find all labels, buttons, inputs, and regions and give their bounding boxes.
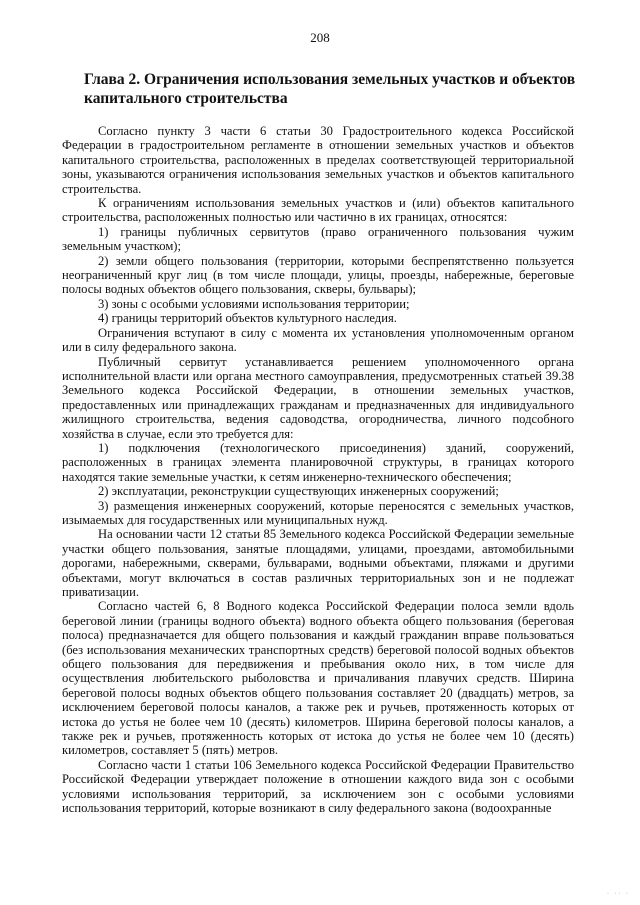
paragraph: К ограничениям использования земельных участков и (или) объектов капитального строительства, расположенных полностью или частично в их границах, относятся: — [62, 196, 574, 225]
paragraph: Согласно частей 6, 8 Водного кодекса Российской Федерации полоса земли вдоль береговой линии (границы водного объекта) водного объекта общего пользования (береговая полоса) предназначается для общего пользования и каждый гражданин вправе пользоваться (без использования механических транспортных средств) береговой полосой водных объектов общего пользования для передвижения и пребывания около них, в том числе для осуществления любительского рыболовства и причаливания плавучих средств. Ширина береговой полосы водных объектов общего пользования составляет 20 (двадцать) метров, за исключением береговой полосы каналов, а также рек и ручьев, протяженность которых от истока до устья не более чем 10 (десять) километров. Ширина береговой полосы каналов, а также рек и ручьев, протяженность которых от истока до устья не более чем 10 (десять) километров, составляет 5 (пять) метров. — [62, 599, 574, 758]
paragraph: На основании части 12 статьи 85 Земельного кодекса Российской Федерации земельные участки общего пользования, занятые площадями, улицами, проездами, автомобильными дорогами, набережными, скверами, бульварами, водными объектами, пляжами и другими объектами, могут включаться в состав различных территориальных зон и не подлежат приватизации. — [62, 527, 574, 599]
page-number: 208 — [310, 30, 330, 45]
paragraph: Ограничения вступают в силу с момента их установления уполномоченным органом или в силу федерального закона. — [62, 325, 574, 355]
list-item: 1) границы публичных сервитутов (право ограниченного пользования чужим земельным участком); — [62, 224, 574, 254]
list-item: 3) размещения инженерных сооружений, которые переносятся с земельных участков, изымаемых для государственных или муниципальных нужд. — [62, 498, 574, 527]
list-item: 1) подключения (технологического присоединения) зданий, сооружений, расположенных в границах элемента планировочной структуры, в границах которого находятся такие земельные участки, к сетям инженерно-технического обеспечения; — [62, 440, 574, 484]
chapter-title: Глава 2. Ограничения использования земельных участков и объектов капитального строительства — [84, 71, 576, 107]
paragraph: Согласно части 1 статьи 106 Земельного кодекса Российской Федерации Правительство Российской Федерации утверждает положение в отношении каждого вида зон с особыми условиями использования территорий, за исключением зон с особыми условиями использования территорий, которые возникают в силу федерального закона (водоохранные — [62, 757, 574, 816]
list-item: 4) границы территорий объектов культурного наследия. — [98, 311, 397, 326]
list-item: 3) зоны с особыми условиями использования территории; — [98, 296, 410, 311]
scan-corner-mark: · ·· · — [607, 891, 630, 897]
paragraph: Публичный сервитут устанавливается решением уполномоченного органа исполнительной власти или органа местного самоуправления, предусмотренных статьей 39.38 Земельного кодекса Российской Федерации, в отношении земельных участков, предоставленных или принадлежащих гражданам и предназначенных для индивидуального жилищного строительства, ведения садоводства, огородничества, личного подсобного хозяйства в случае, если это требуется для: — [62, 354, 574, 441]
body-text — [62, 124, 574, 816]
list-item: 2) эксплуатации, реконструкции существующих инженерных сооружений; — [98, 484, 499, 499]
list-item: 2) земли общего пользования (территории, которыми беспрепятственно пользуется неограниченный круг лиц (в том числе площади, улицы, проезды, набережные, береговые полосы водных объектов общего пользования, скверы, бульвары); — [62, 253, 574, 297]
paragraph: Согласно пункту 3 части 6 статьи 30 Градостроительного кодекса Российской Федерации в градостроительном регламенте в отношении земельных участков и объектов капитального строительства, расположенных в пределах соответствующей территориальной зоны, указываются ограничения использования земельных участков и объектов капитального строительства. — [62, 124, 574, 196]
